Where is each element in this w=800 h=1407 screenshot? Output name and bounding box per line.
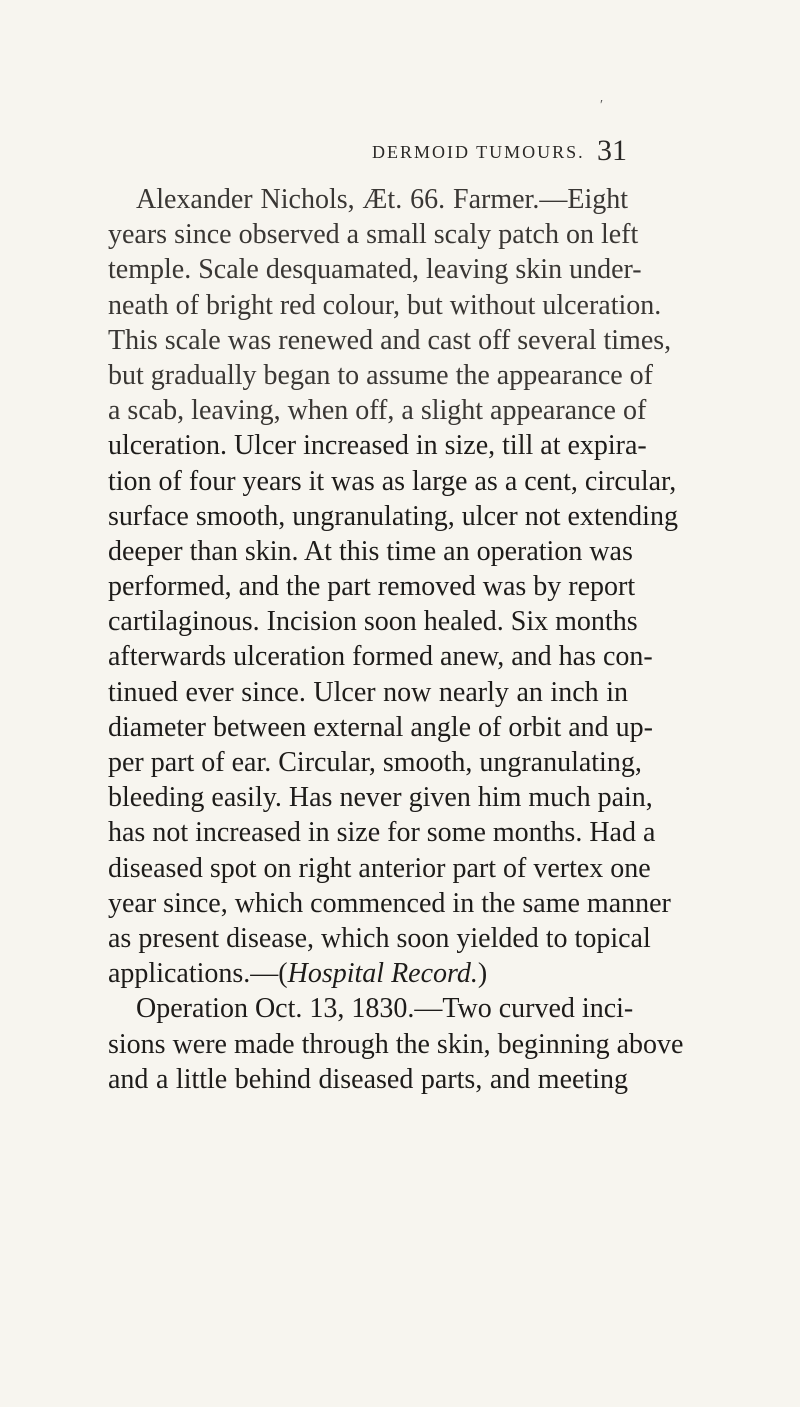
text-line: Alexander Nichols, Æt. 66. Farmer.—Eight — [136, 184, 628, 215]
text-line: diameter between external angle of orbit and up- — [108, 711, 653, 743]
closing-paren: ) — [477, 958, 488, 990]
text-line: temple. Scale desquamated, leaving skin under- — [108, 254, 642, 286]
text-line: tion of four years it was as large as a cent, circular, — [108, 465, 677, 497]
running-header — [0, 134, 800, 178]
text-line: tinued ever since. Ulcer now nearly an inch in — [108, 676, 628, 708]
body-text — [108, 182, 684, 1097]
closing-text: applications.—( — [108, 958, 288, 990]
page-number: 31 — [597, 134, 627, 167]
text-line: a scab, leaving, when off, a slight appearance of — [108, 395, 647, 427]
text-line: deeper than skin. At this time an operation was — [108, 535, 633, 567]
text-line: has not increased in size for some months. Had a — [108, 817, 656, 849]
text-line: cartilaginous. Incision soon healed. Six months — [108, 606, 638, 638]
text-line: and a little behind diseased parts, and meeting — [108, 1063, 628, 1095]
corner-mark: ′ — [600, 98, 604, 113]
text-line: ulceration. Ulcer increased in size, till at expira- — [108, 430, 647, 462]
text-line: neath of bright red colour, but without ulceration. — [108, 289, 662, 321]
text-line-closing — [108, 956, 628, 991]
text-line: year since, which commenced in the same manner — [108, 887, 671, 919]
paragraph-case-report — [108, 182, 678, 991]
text-line: surface smooth, ungranulating, ulcer not extending — [108, 500, 678, 532]
text-line: performed, and the part removed was by report — [108, 571, 636, 603]
text-line: per part of ear. Circular, smooth, ungranulating, — [108, 747, 642, 778]
source-citation: Hospital Record. — [287, 958, 478, 990]
text-line: Operation Oct. 13, 1830.—Two curved inci- — [136, 993, 634, 1025]
text-line: but gradually began to assume the appearance of — [108, 359, 654, 391]
text-line: as present disease, which soon yielded to topical — [108, 922, 651, 954]
text-line: years since observed a small scaly patch on left — [108, 219, 639, 251]
paragraph-operation — [108, 991, 684, 1097]
text-line: afterwards ulceration formed anew, and has con- — [108, 641, 653, 673]
text-line: This scale was renewed and cast off several times, — [108, 324, 672, 356]
text-line: bleeding easily. Has never given him much pain, — [108, 782, 653, 814]
text-line: diseased spot on right anterior part of vertex one — [108, 852, 651, 884]
running-title: DERMOID TUMOURS. — [372, 142, 585, 162]
text-line: sions were made through the skin, beginning above — [108, 1028, 684, 1060]
